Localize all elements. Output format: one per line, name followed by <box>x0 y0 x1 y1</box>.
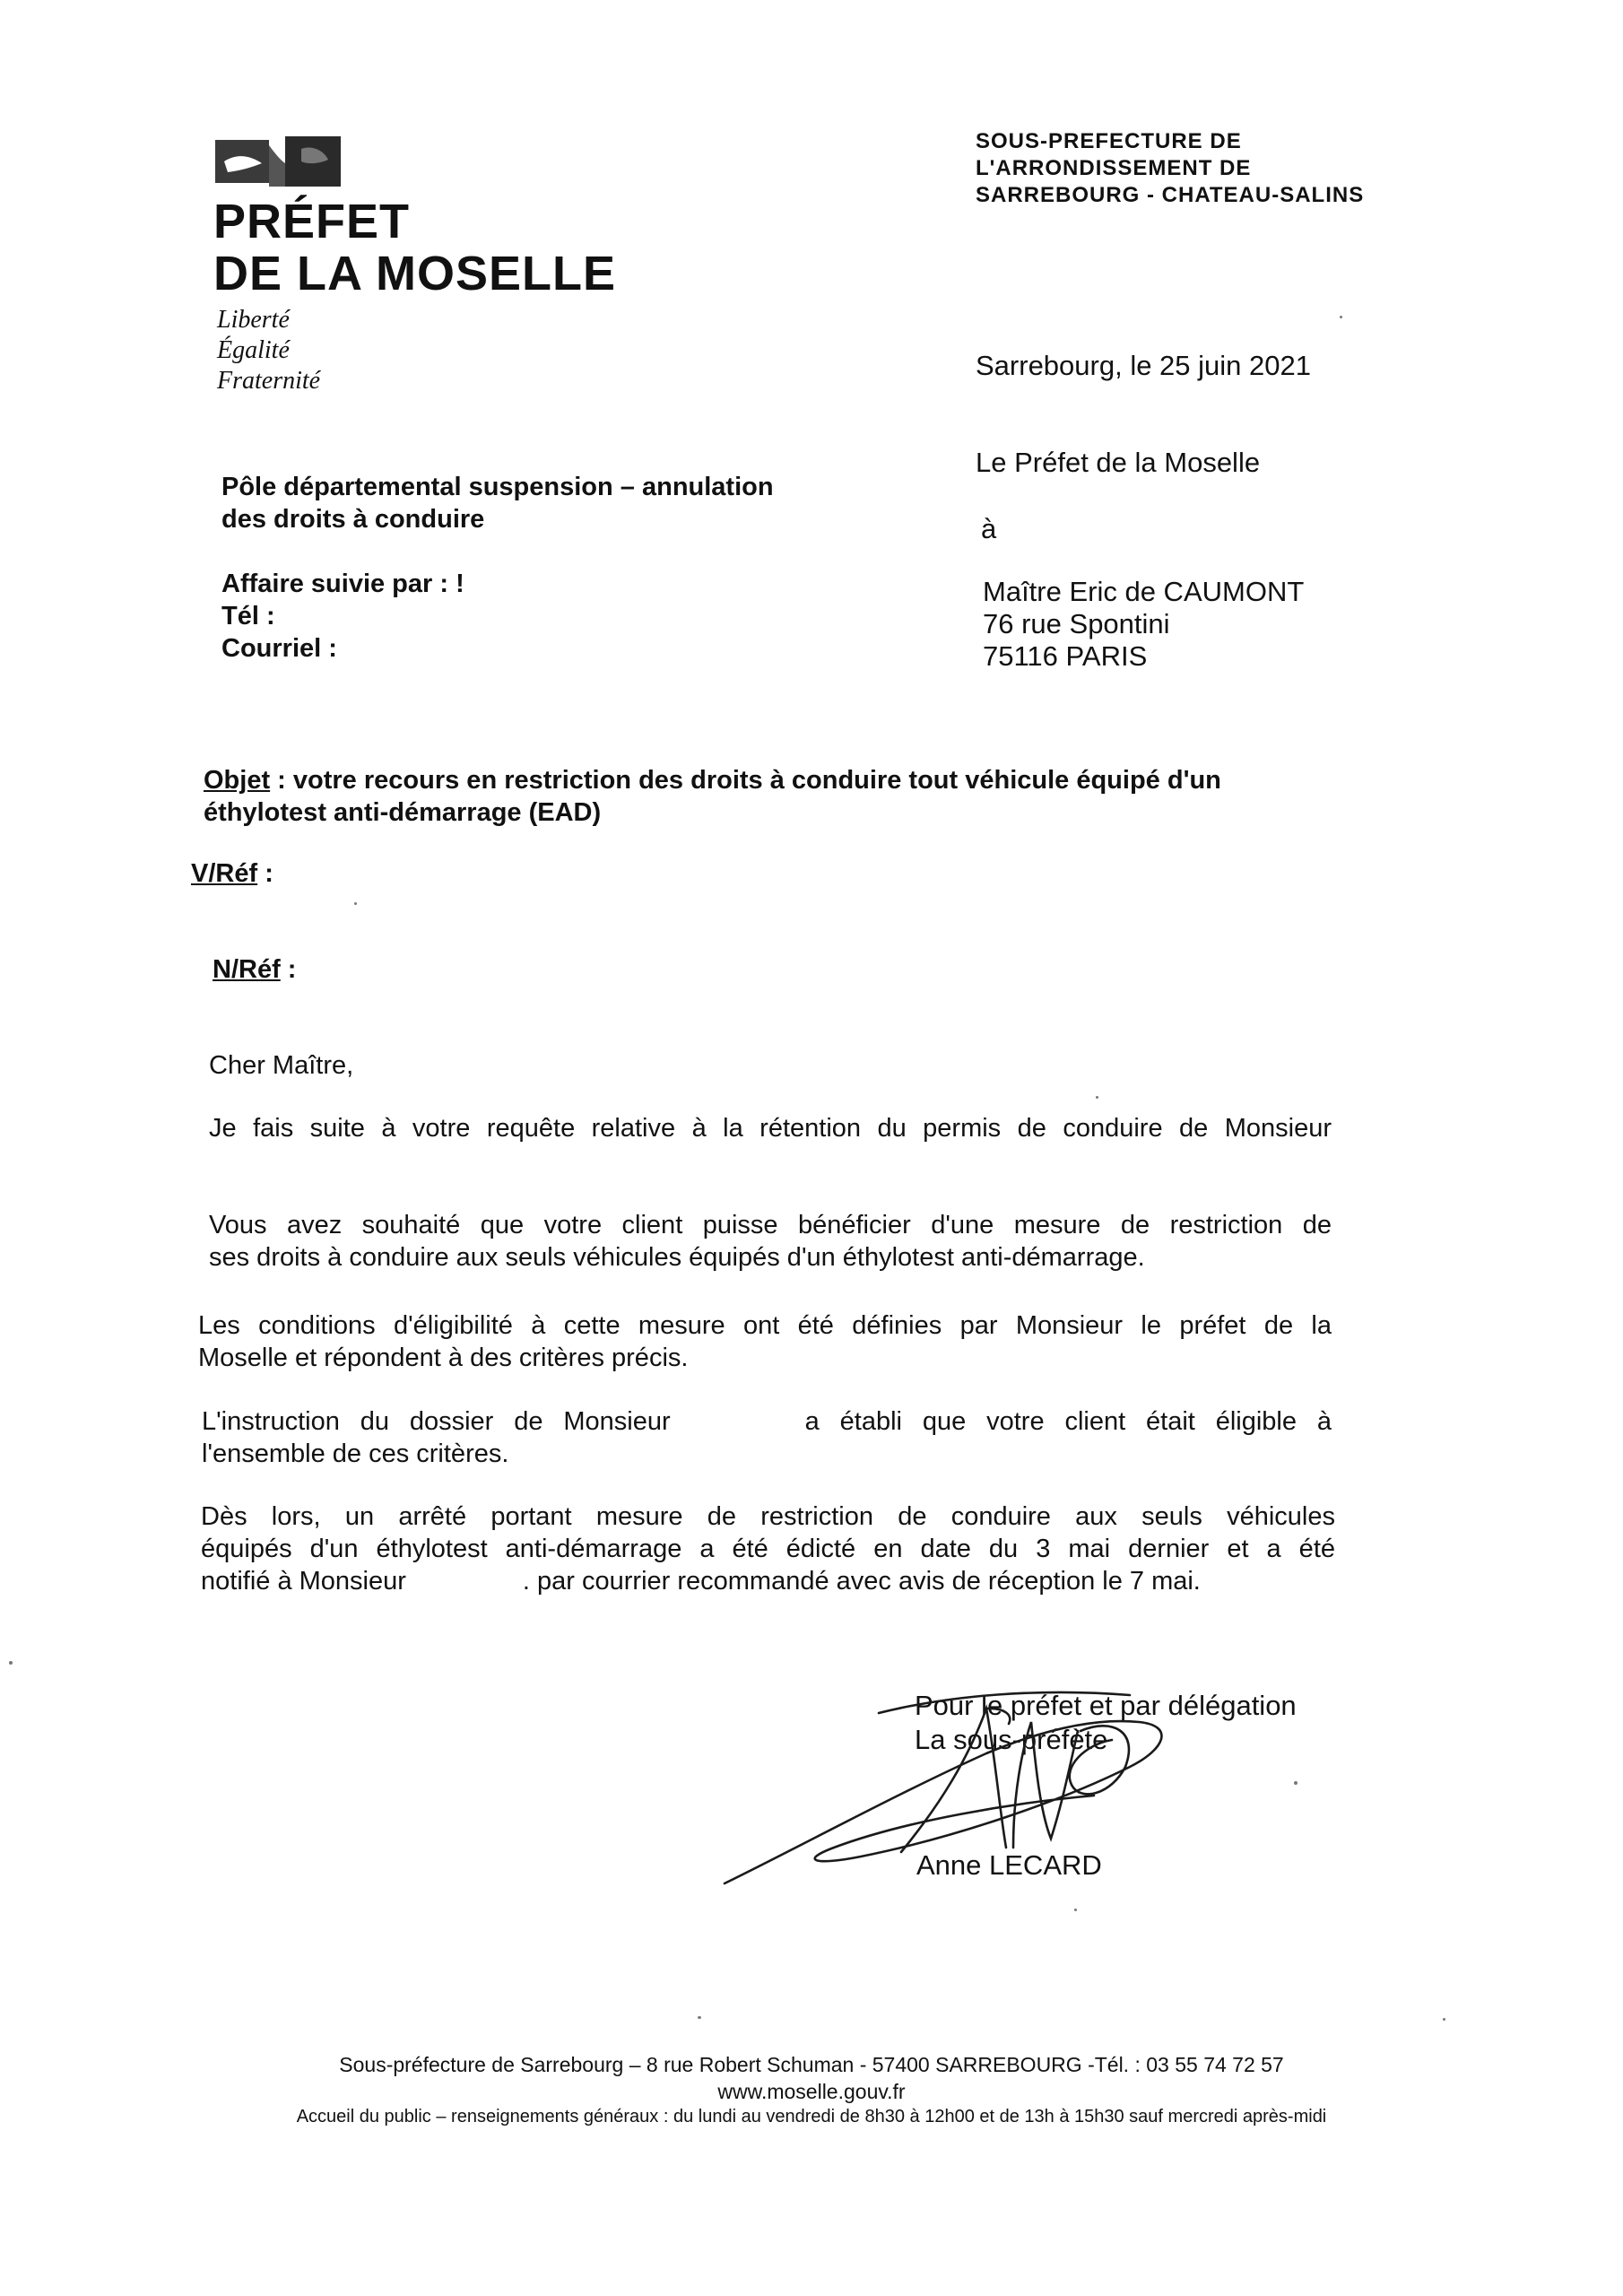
authority-line1: PRÉFET <box>213 195 411 248</box>
pole-line: des droits à conduire <box>221 505 485 534</box>
sender-title: Le Préfet de la Moselle <box>976 447 1261 478</box>
paragraph-line: Les conditions d'éligibilité à cette mesure ont été définies par Monsieur le préfet de la <box>198 1311 1332 1340</box>
service-line: SOUS-PREFECTURE DE <box>976 129 1242 153</box>
body-paragraph-3 <box>198 1309 1332 1374</box>
footer-hours: Accueil du public – renseignements généraux : du lundi au vendredi de 8h30 à 12h00 et de 13h à 15h30 sauf mercredi après-midi <box>296 2107 1327 2126</box>
motto-egalite: Égalité <box>217 336 290 364</box>
addressee-preposition: à <box>981 513 997 544</box>
nref-label: N/Réf <box>213 955 281 984</box>
authority-name <box>213 196 616 300</box>
service-line: SARREBOURG - CHATEAU-SALINS <box>976 183 1365 207</box>
nref-suffix: : <box>280 955 297 984</box>
paragraph-line <box>202 1405 1332 1438</box>
vref-label: V/Réf <box>191 859 258 888</box>
paragraph-line: ses droits à conduire aux seuls véhicules équipés d'un éthylotest anti-démarrage. <box>209 1243 1145 1272</box>
scan-speck <box>1443 2018 1445 2021</box>
paragraph-line: Dès lors, un arrêté portant mesure de restriction de conduire aux seuls véhicules <box>201 1502 1335 1531</box>
scan-speck <box>698 2016 701 2019</box>
department-pole <box>221 471 774 535</box>
scan-speck <box>1294 1781 1298 1785</box>
paragraph-line: l'ensemble de ces critères. <box>202 1439 509 1468</box>
followed-by-label: Affaire suivie par : ! <box>221 570 464 598</box>
paragraph-line: équipés d'un éthylotest anti-démarrage a été édicté en date du 3 mai dernier et a été <box>201 1535 1335 1563</box>
recipient-address <box>983 576 1304 673</box>
subject-text: : votre recours en restriction des droits à conduire tout véhicule équipé d'un <box>270 766 1221 795</box>
scan-speck <box>1340 316 1342 318</box>
recipient-city: 75116 PARIS <box>983 640 1148 672</box>
our-reference <box>213 955 296 985</box>
recipient-name: Maître Eric de CAUMONT <box>983 576 1305 607</box>
salutation: Cher Maître, <box>209 1051 354 1080</box>
paragraph-line: Moselle et répondent à des critères précis. <box>198 1344 689 1372</box>
tel-label: Tél : <box>221 602 275 631</box>
scan-speck <box>1074 1909 1077 1911</box>
body-paragraph-1 <box>209 1112 1332 1144</box>
paragraph-line: Vous avez souhaité que votre client puisse bénéficier d'une mesure de restriction de <box>209 1211 1332 1239</box>
email-label: Courriel : <box>221 634 337 663</box>
authority-line2: DE LA MOSELLE <box>213 247 617 300</box>
letter-date: Sarrebourg, le 25 juin 2021 <box>976 350 1311 381</box>
body-paragraph-5 <box>201 1500 1335 1597</box>
body-paragraph-4 <box>202 1405 1332 1470</box>
recipient-street: 76 rue Spontini <box>983 608 1170 639</box>
paragraph-segment: L'instruction du dossier de Monsieur <box>202 1407 671 1436</box>
marianne-logo-icon <box>215 136 341 187</box>
motto-liberte: Liberté <box>217 306 290 334</box>
your-reference <box>191 859 273 889</box>
paragraph-segment: . par courrier recommandé avec avis de réception le 7 mai. <box>522 1567 1201 1596</box>
subject-line <box>204 764 1221 829</box>
scan-speck <box>354 902 357 905</box>
subject-label: Objet <box>204 766 271 795</box>
service-line: L'ARRONDISSEMENT DE <box>976 156 1252 180</box>
scan-speck <box>9 1661 13 1665</box>
scan-speck <box>1096 1096 1098 1099</box>
signer-name: Anne LECARD <box>916 1849 1102 1881</box>
vref-suffix: : <box>257 859 273 888</box>
body-paragraph-2 <box>209 1209 1332 1274</box>
issuing-service <box>976 128 1364 209</box>
contact-block <box>221 568 464 665</box>
paragraph-segment: a établi que votre client était éligible à <box>804 1407 1332 1436</box>
footer-address: Sous-préfecture de Sarrebourg – 8 rue Robert Schuman - 57400 SARREBOURG -Tél. : 03 55 74 72 57 <box>339 2053 1284 2076</box>
delegation-role: La sous-préfète <box>915 1724 1108 1755</box>
subject-text-line2: éthylotest anti-démarrage (EAD) <box>204 798 602 827</box>
delegation-line: Pour le préfet et par délégation <box>915 1690 1297 1721</box>
paragraph-line: Je fais suite à votre requête relative à la rétention du permis de conduire de Monsieur <box>209 1114 1332 1143</box>
footer-website: www.moselle.gouv.fr <box>717 2080 906 2103</box>
republic-motto <box>217 305 320 396</box>
paragraph-line <box>201 1565 1335 1597</box>
paragraph-segment: notifié à Monsieur <box>201 1567 406 1596</box>
motto-fraternite: Fraternité <box>217 367 321 395</box>
pole-line: Pôle départemental suspension – annulation <box>221 473 774 501</box>
